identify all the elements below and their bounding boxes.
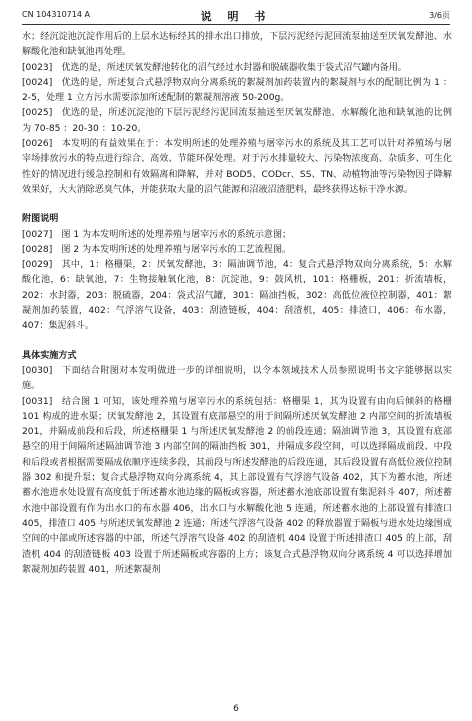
page-header	[22, 8, 450, 25]
section-heading-figures: 附图说明	[22, 214, 59, 225]
document-body	[22, 30, 452, 578]
paragraph-0024: [0024] 优选的是，所述复合式悬浮物双向分离系统的絮凝剂加药装置内的絮凝剂与水的配制比例为 1 ：2-5，处理 1 立方污水需要添加所述配制的絮凝剂溶液 50-200g。	[22, 77, 452, 104]
paragraph-0027: [0027] 图 1 为本发明所述的处理养殖与屠宰污水的系统示意图；	[22, 229, 292, 240]
patent-number: CN 104310714 A	[22, 10, 90, 19]
paragraph-0025: [0025] 优选的是，所述沉淀池的下层污泥经污泥回流泵抽送至厌氧发酵池、水解酸化池和缺氧池的比例为 70-85 ：20-30 ：10-20。	[22, 108, 452, 134]
page-indicator: 3/6页	[429, 11, 450, 20]
paragraph-0026: [0026] 本发明的有益效果在于：本发明所述的处理养殖与屠宰污水的系统及其工艺可以针对养殖场与屠宰场排放污水的特点进行综合、高效、节能环保处理。对于污水排量较大、污染物浓度高、杂质多、可生化性好的情况进行缓急控制和有效隔离和降解，并对 BOD5、CODcr、SS、TN、动植物油等污染物因子降解效果好，大大消除恶臭气体，并能获取大量的沼气能源和沼液沼渣肥料，最终获得达标干净水源。	[22, 139, 452, 195]
page-number: 6	[233, 704, 239, 714]
document-title: 说 明 书	[200, 10, 272, 23]
page-footer	[0, 704, 472, 714]
paragraph-0031: [0031] 结合图 1 可知，该处理养殖与屠宰污水的系统包括：格栅渠 1，其为设置有由向后倾斜的格栅 101 构成的进水渠；厌氧发酵池 2，其设置有底部悬空的用于间隔所述厌氧发酵池 2 内部空间的折流墙板 201，并隔成前段和后段，所述格栅渠 1 与所述厌氧发酵池 2 的前段连通；隔油调节池 3，其设置有底部悬空的用于间隔所述隔油调节池 3 内部空间的隔油挡板 301，并隔成多段空间，可以选择隔成前段、中段和后段或者根据需要隔成依顺序连续多段，其前段与所述发酵池的后段连通，其后段设置有高低位液位控制器 302 和提升泵；复合式悬浮物双向分离系统 4，其上部设置有气浮溶气设备 402，其下为蓄水池，所述蓄水池进水处设置有高度低于所述蓄水池边缘的隔板或容器，所述蓄水池底部设置有集泥斜斗 407，所述蓄水池中部设置有作为出水口的布水器 406，出水口与水解酸化池 5 连通，所述蓄水池的上部设置有排渣口 405，排渣口 405 与所述厌氧发酵池 2 连通；所述气浮溶气设备 402 的释放器置于隔板与进水处边缘围成空间的中部或所述容器的中部，所述气浮溶气设备 402 的刮渣机 404 设置于所述排渣口 405 的上部，刮渣机 404 的刮渣链板 403 设置于所述隔板或容器的上方；该复合式悬浮物双向分离系统 4 可以选择增加絮凝剂加药装置 401，所述絮凝剂	[22, 396, 452, 575]
section-heading-embodiment: 具体实施方式	[22, 350, 77, 361]
paragraph: 水；经沉淀池沉淀作用后的上层水达标经其的排水出口排放，下层污泥经污泥回流泵抽送至厌氧发酵池、水解酸化池和缺氧池再处理。	[22, 32, 452, 58]
paragraph-0029: [0029] 其中，1：格栅渠，2：厌氧发酵池，3：隔油调节池，4：复合式悬浮物双向分离系统，5：水解酸化池，6：缺氧池，7：生物接触氧化池，8：沉淀池，9：鼓风机，101：格栅板，201：折流墙板，202：水封器，203：脱硫器，204：袋式沼气罐，301：隔油挡板，302：高低位液位控制器，401：絮凝剂加药装置，402：气浮溶气设备，403：刮渣链板，404：刮渣机，405：排渣口，406：布水器，407：集泥斜斗。	[22, 260, 452, 332]
paragraph-0023: [0023] 优选的是，所述厌氧发酵池转化的沼气经过水封器和脱硫器收集于袋式沼气罐内备用。	[22, 62, 407, 73]
paragraph-0028: [0028] 图 2 为本发明所述的处理养殖与屠宰污水的工艺流程图。	[22, 244, 292, 255]
paragraph-0030: [0030] 下面结合附图对本发明做进一步的详细说明，以令本领域技术人员参照说明书文字能够据以实施。	[22, 365, 452, 392]
